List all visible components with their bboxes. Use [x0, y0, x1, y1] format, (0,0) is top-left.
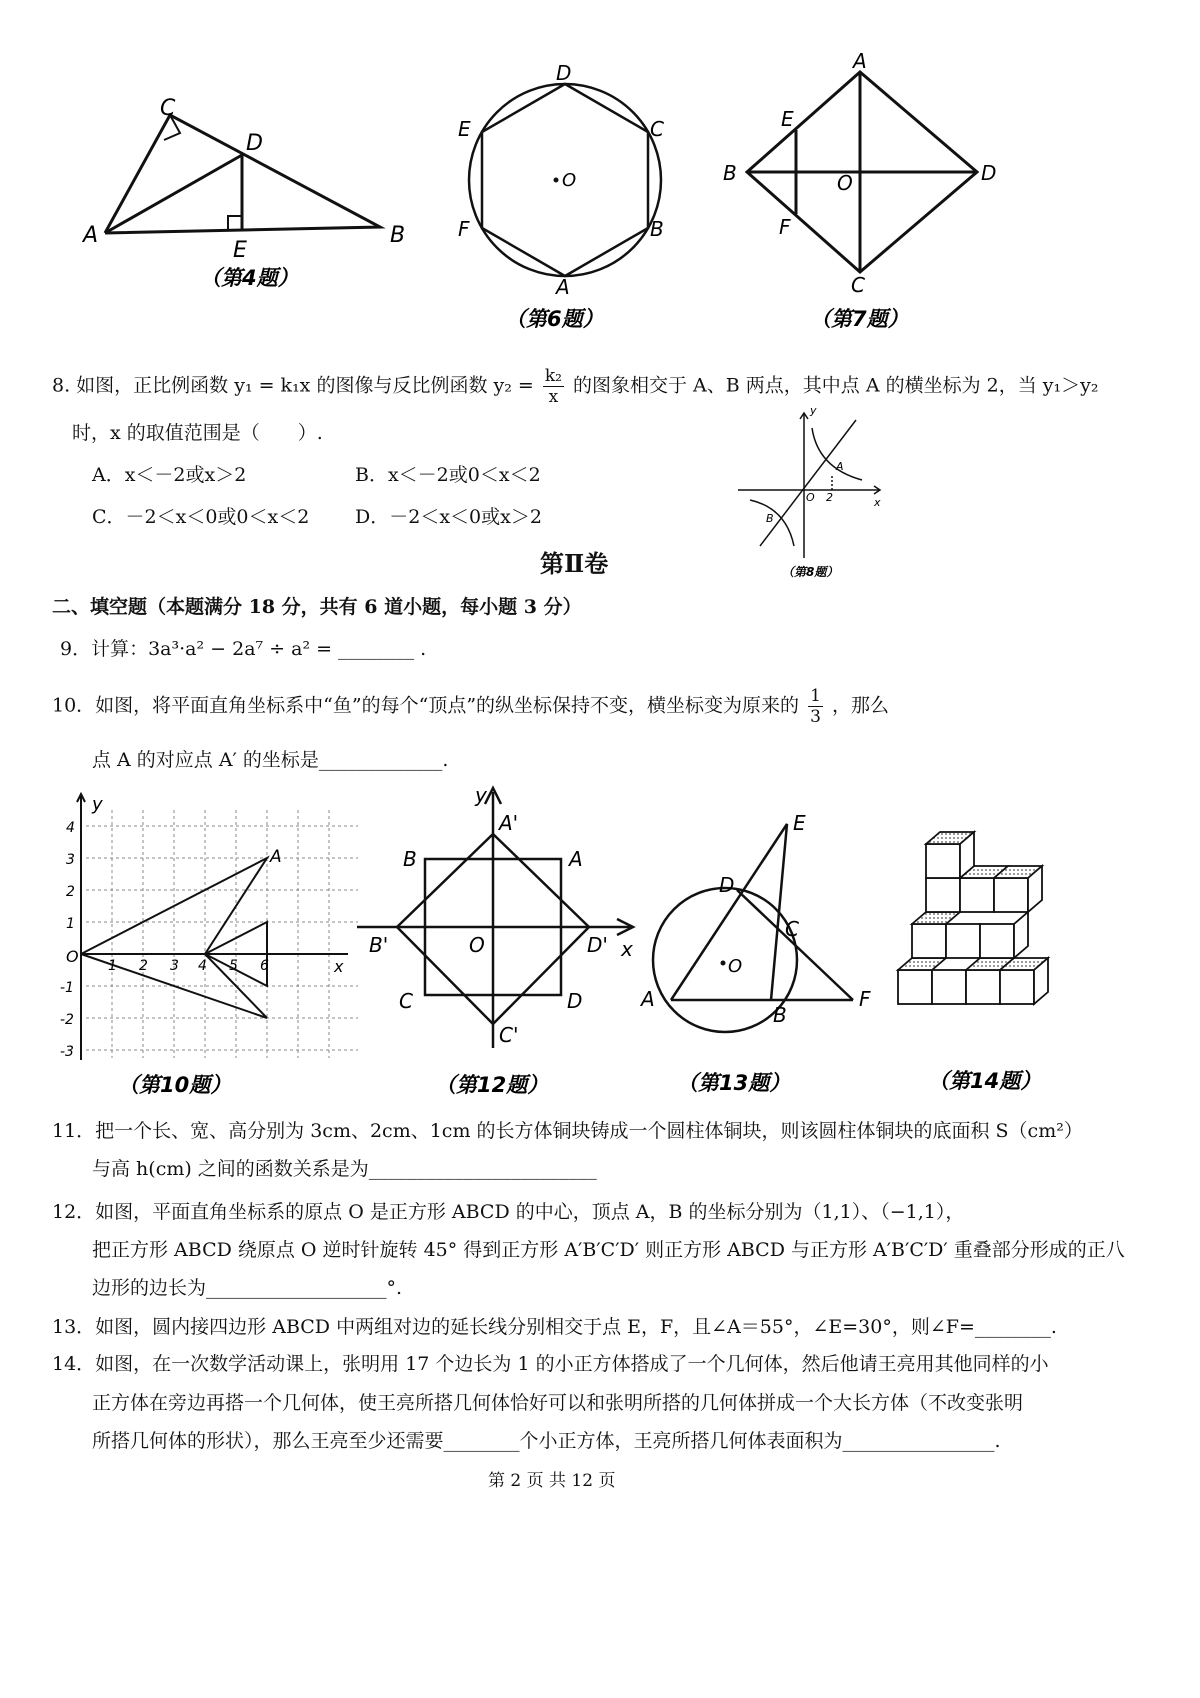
fig6-caption: （第6题）	[505, 307, 604, 331]
q8-option-b: B．x＜－2或0＜x＜2	[355, 464, 541, 486]
x-tick-6: 6	[260, 958, 269, 974]
figure-12	[355, 780, 655, 1105]
q8-option-c: C．－2＜x＜0或0＜x＜2	[92, 506, 310, 528]
x-tick-5: 5	[229, 958, 238, 974]
label-c: C	[785, 917, 799, 941]
q8-option-a: A．x＜－2或x＞2	[92, 464, 247, 486]
label-C: C	[160, 96, 176, 121]
label-A: A	[853, 50, 867, 73]
label-O: O	[837, 171, 853, 195]
label-c: C	[399, 989, 413, 1013]
figure-6	[450, 60, 690, 340]
label-B: B	[390, 223, 406, 248]
q8-line2: 时，x 的取值范围是（ ）.	[72, 422, 323, 444]
q12-line2: 把正方形 ABCD 绕原点 O 逆时针旋转 45° 得到正方形 A′B′C′D′ 则正方形 ABCD 与正方形 A′B′C′D′ 重叠部分形成的正八	[92, 1239, 1125, 1261]
label-C: C	[851, 273, 865, 297]
y-label: y	[475, 783, 487, 807]
label-B: B	[650, 217, 664, 241]
q8-fraction	[543, 366, 564, 407]
label-A: A	[83, 223, 99, 248]
q8-option-d: D．－2＜x＜0或x＞2	[355, 506, 542, 528]
y-tick-4: 4	[66, 820, 75, 836]
label-a: A	[641, 987, 655, 1011]
figure-13	[635, 800, 895, 1105]
label-E: E	[233, 238, 247, 263]
tick-2: 2	[826, 491, 833, 504]
q10-frac-den: 3	[810, 707, 821, 727]
figure-14	[888, 820, 1058, 1105]
figure-8	[730, 398, 890, 588]
q10-text-a: 10．如图，将平面直角坐标系中“鱼”的每个“顶点”的纵坐标保持不变，横坐标变为原来的	[52, 694, 800, 717]
y-label: y	[92, 794, 103, 815]
y-tick-neg1: -1	[60, 980, 74, 996]
label-d: D	[719, 873, 735, 897]
fig4-caption: （第4题）	[200, 266, 299, 290]
y-tick-neg3: -3	[60, 1044, 74, 1060]
label-b: B	[403, 847, 417, 871]
fig7-caption: （第7题）	[810, 307, 909, 331]
label-a-prime: A'	[499, 811, 519, 835]
q13: 13．如图，圆内接四边形 ABCD 中两组对边的延长线分别相交于点 E，F，且∠A＝55°，∠E=30°，则∠F=________.	[52, 1316, 1057, 1338]
q8-frac-den: x	[548, 387, 559, 407]
fig14-caption: （第14题）	[928, 1069, 1042, 1093]
x-tick-1: 1	[108, 958, 117, 974]
y-tick-2: 2	[66, 884, 75, 900]
label-C: C	[650, 117, 664, 141]
label-F: F	[458, 217, 470, 241]
x-tick-2: 2	[139, 958, 148, 974]
origin-label: O	[66, 947, 79, 966]
label-D: D	[556, 61, 572, 85]
label-o: O	[728, 956, 743, 977]
label-D: D	[246, 131, 263, 156]
q8-frac-num: k₂	[544, 366, 562, 386]
q10-line1	[52, 686, 889, 727]
label-B: B	[723, 161, 737, 185]
figure-7	[715, 50, 1015, 340]
label-b-prime: B'	[369, 933, 389, 957]
label-d: D	[567, 989, 583, 1013]
label-o: O	[469, 933, 485, 957]
label-E: E	[458, 117, 471, 141]
y-label: y	[810, 404, 817, 417]
x-label: x	[334, 957, 344, 976]
q14-line2: 正方体在旁边再搭一个几何体，使王亮所搭几何体恰好可以和张明所搭的几何体拼成一个大长方体（不改变张明	[92, 1392, 1024, 1414]
q10-text-b: ，那么	[831, 694, 889, 717]
label-b: B	[773, 1003, 787, 1027]
y-tick-1: 1	[66, 916, 75, 932]
q8-text-a: 8. 如图，正比例函数 y₁ = k₁x 的图像与反比例函数 y₂ =	[52, 374, 534, 397]
q8-text-b: 的图象相交于 A、B 两点，其中点 A 的横坐标为 2，当 y₁＞y₂	[573, 374, 1099, 397]
q9: 9．计算：3a³·a² − 2a⁷ ÷ a² = ________ .	[60, 638, 427, 660]
x-tick-4: 4	[198, 958, 207, 974]
fig10-caption: （第10题）	[118, 1073, 232, 1097]
q10-fraction	[808, 686, 823, 727]
x-tick-3: 3	[170, 958, 179, 974]
y-tick-neg2: -2	[60, 1012, 74, 1028]
label-c-prime: C'	[499, 1023, 519, 1047]
figure-4	[80, 85, 440, 305]
label-A: A	[556, 275, 570, 299]
label-E: E	[781, 107, 794, 131]
point-a-label: A	[836, 460, 844, 473]
q10-frac-num: 1	[810, 686, 821, 706]
fig12-caption: （第12题）	[435, 1073, 549, 1097]
q12-line1: 12．如图，平面直角坐标系的原点 O 是正方形 ABCD 的中心，顶点 A，B 的坐标分别为（1,1）、（−1,1），	[52, 1201, 965, 1223]
label-f: F	[859, 987, 871, 1011]
origin-label: O	[806, 491, 815, 504]
label-d-prime: D'	[587, 933, 608, 957]
section-2-title: 第Ⅱ卷	[540, 549, 609, 578]
q11-line2: 与高 h(cm) 之间的函数关系是为________________________	[92, 1158, 597, 1180]
label-e: E	[793, 811, 806, 835]
label-a: A	[569, 847, 583, 871]
y-tick-3: 3	[66, 852, 75, 868]
x-label: x	[621, 937, 633, 961]
label-O: O	[562, 170, 577, 191]
figure-10	[48, 790, 358, 1110]
point-b-label: B	[766, 512, 774, 525]
q8-line1	[52, 366, 1098, 407]
q10-line2: 点 A 的对应点 A′ 的坐标是_____________.	[92, 749, 449, 771]
fig8-caption: （第8题）	[782, 565, 839, 579]
x-label: x	[874, 496, 881, 509]
fig13-caption: （第13题）	[677, 1071, 791, 1095]
q14-line1: 14．如图，在一次数学活动课上，张明用 17 个边长为 1 的小正方体搭成了一个几何体，然后他请王亮用其他同样的小	[52, 1353, 1049, 1375]
label-D: D	[981, 161, 997, 185]
label-F: F	[779, 215, 791, 239]
page-footer: 第 2 页 共 12 页	[488, 1471, 616, 1491]
section-2-heading: 二、填空题（本题满分 18 分，共有 6 道小题，每小题 3 分）	[52, 596, 582, 618]
q12-line3: 边形的边长为___________________°.	[92, 1277, 403, 1299]
point-a-label: A	[270, 847, 282, 867]
q11-line1: 11．把一个长、宽、高分别为 3cm、2cm、1cm 的长方体铜块铸成一个圆柱体铜块，则该圆柱体铜块的底面积 S（cm²）	[52, 1120, 1083, 1142]
q14-line3: 所搭几何体的形状），那么王亮至少还需要________个小正方体，王亮所搭几何体表面积为________________.	[92, 1430, 1001, 1452]
